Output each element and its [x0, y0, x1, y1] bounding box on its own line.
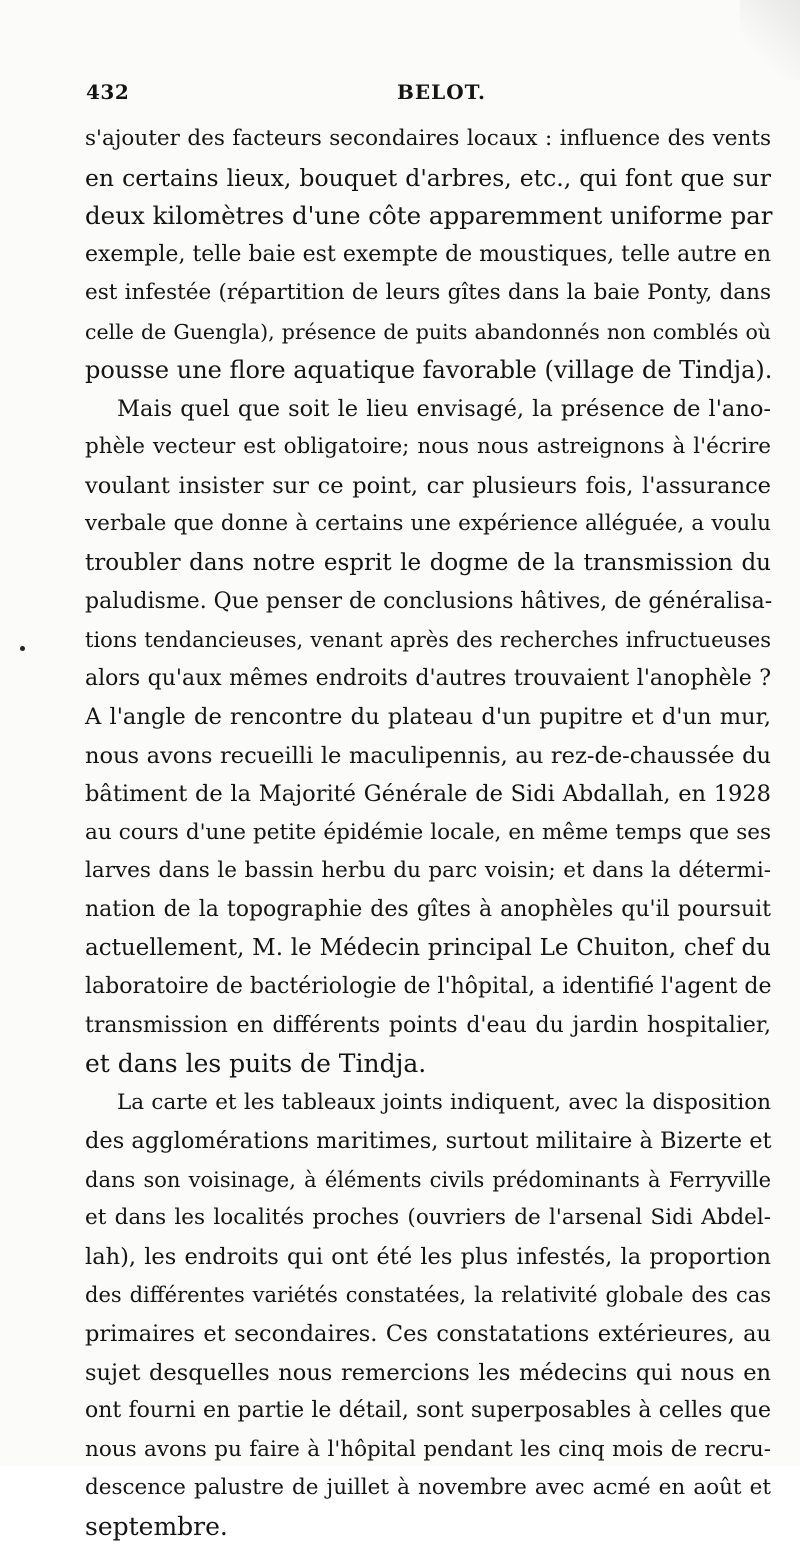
paragraph-1: [85, 120, 771, 390]
running-head: BELOT.: [397, 80, 486, 104]
text-line: nation de la topographie des gîtes à anophèles qu'il poursuit: [85, 896, 771, 922]
text-line: actuellement, M. le Médecin principal Le Chuiton, chef du: [85, 935, 771, 962]
text-line: bâtiment de la Majorité Générale de Sidi Abdallah, en 1928: [85, 781, 771, 808]
text-line: transmission en différents points d'eau du jardin hospitalier,: [85, 1012, 771, 1038]
text-line: et dans les puits de Tindja.: [85, 1049, 427, 1079]
text-line: pousse une flore aquatique favorable (village de Tindja).: [85, 356, 773, 385]
text-line: verbale que donne à certains une expérience alléguée, a voulu: [85, 511, 771, 537]
text-line: tions tendancieuses, venant après des recherches infructueuses: [85, 628, 771, 653]
text-line: deux kilomètres d'une côte apparemment uniforme par: [85, 201, 773, 231]
paragraph-2: [85, 390, 771, 1084]
text-line: ont fourni en partie le détail, sont superposables à celles que: [85, 1398, 771, 1424]
text-line: dans son voisinage, à éléments civils prédominants à Ferryville: [85, 1167, 771, 1192]
text-line: primaires et secondaires. Ces constatations extérieures, au: [85, 1320, 771, 1347]
text-line: alors qu'aux mêmes endroits d'autres trouvaient l'anophèle ?: [85, 665, 771, 691]
text-line: des différentes variétés constatées, la relativité globale des cas: [85, 1283, 771, 1308]
text-line: larves dans le bassin herbu du parc voisin; et dans la détermi-: [85, 858, 771, 884]
text-line: au cours d'une petite épidémie locale, en même temps que ses: [85, 819, 771, 845]
body-text: [85, 120, 771, 1546]
text-line: Mais quel que soit le lieu envisagé, la présence de l'ano-: [117, 395, 771, 422]
text-line: nous avons pu faire à l'hôpital pendant les cinq mois de recru-: [85, 1436, 771, 1462]
text-line: paludisme. Que penser de conclusions hâtives, de généralisa-: [85, 588, 773, 614]
text-line: celle de Guengla), présence de puits abandonnés non comblés où: [85, 319, 771, 344]
text-line: et dans les localités proches (ouvriers de l'arsenal Sidi Abdel-: [85, 1205, 771, 1231]
text-line: est infestée (répartition de leurs gîtes dans la baie Ponty, dans: [85, 280, 771, 306]
text-line: sujet desquelles nous remercions les médecins qui nous en: [85, 1359, 771, 1386]
text-line: en certains lieux, bouquet d'arbres, etc., qui font que sur: [85, 163, 771, 192]
text-line: A l'angle de rencontre du plateau d'un pupitre et d'un mur,: [85, 704, 771, 731]
text-line: voulant insister sur ce point, car plusieurs fois, l'assurance: [85, 472, 771, 499]
paragraph-3: [85, 1084, 771, 1546]
text-line: phèle vecteur est obligatoire; nous nous astreignons à l'écrire: [85, 434, 771, 460]
text-line: des agglomérations maritimes, surtout militaire à Bizerte et: [85, 1128, 772, 1155]
text-line: laboratoire de bactériologie de l'hôpital, a identifié l'agent de: [85, 974, 772, 1000]
text-line: exemple, telle baie est exempte de moustiques, telle autre en: [85, 241, 771, 267]
text-line: nous avons recueilli le maculipennis, au rez-de-chaussée du: [85, 742, 771, 769]
text-line: troubler dans notre esprit le dogme de la transmission du: [85, 550, 771, 577]
page-edge-shading: [740, 0, 800, 80]
margin-dot: [20, 646, 25, 651]
text-line: s'ajouter des facteurs secondaires locaux : influence des vents: [85, 126, 771, 151]
text-line: descence palustre de juillet à novembre avec acmé en août et: [85, 1475, 771, 1501]
text-line: La carte et les tableaux joints indiquent, avec la disposition: [117, 1089, 771, 1115]
page-number: 432: [86, 80, 130, 104]
text-line: lah), les endroits qui ont été les plus infestés, la proportion: [85, 1243, 771, 1270]
text-line: septembre.: [85, 1511, 228, 1541]
page-header: [86, 80, 766, 114]
